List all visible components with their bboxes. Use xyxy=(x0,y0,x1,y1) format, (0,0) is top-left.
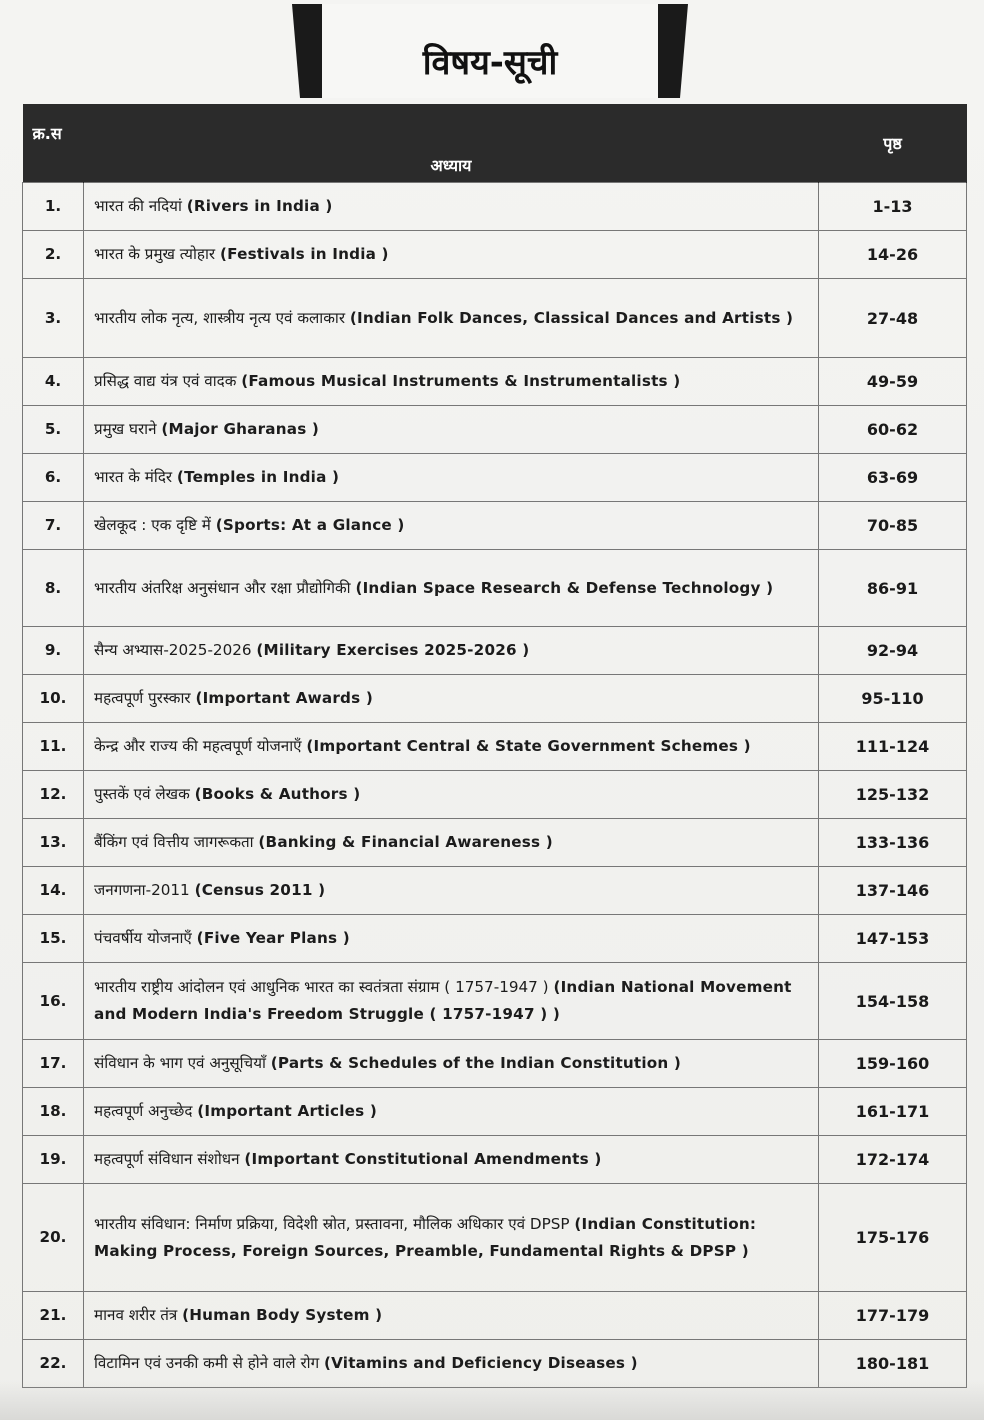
toc-row-number: 11. xyxy=(23,723,84,771)
toc-row-number: 9. xyxy=(23,627,84,675)
toc-row xyxy=(23,867,967,915)
toc-row-pages: 125-132 xyxy=(819,771,967,819)
toc-row xyxy=(23,915,967,963)
chapter-title-hindi: भारत की नदियां xyxy=(94,197,182,215)
toc-row-chapter xyxy=(84,963,819,1040)
page-title: विषय-सूची xyxy=(422,43,558,83)
header-serial-no: क्र.स xyxy=(23,104,84,183)
toc-row-chapter xyxy=(84,454,819,502)
chapter-title-english: (Parts & Schedules of the Indian Constitution ) xyxy=(270,1054,682,1072)
chapter-title-english: (Important Awards ) xyxy=(195,689,373,707)
chapter-title-hindi: खेलकूद : एक दृष्टि में xyxy=(94,516,211,534)
toc-row-pages: 147-153 xyxy=(819,915,967,963)
toc-row-chapter xyxy=(84,550,819,627)
toc-row xyxy=(23,406,967,454)
toc-row-chapter xyxy=(84,502,819,550)
toc-row-chapter xyxy=(84,1136,819,1184)
toc-row-pages: 70-85 xyxy=(819,502,967,550)
chapter-title-english: (Indian Space Research & Defense Technology ) xyxy=(355,578,774,597)
header-page: पृष्ठ xyxy=(819,104,967,183)
chapter-title-english: (Important Central & State Government Schemes ) xyxy=(306,737,751,755)
toc-row-chapter xyxy=(84,183,819,231)
toc-row-pages: 86-91 xyxy=(819,550,967,627)
toc-row-number: 20. xyxy=(23,1184,84,1292)
toc-row-number: 22. xyxy=(23,1340,84,1388)
chapter-title-english: (Banking & Financial Awareness ) xyxy=(258,833,553,851)
chapter-title-english: (Books & Authors ) xyxy=(194,785,361,803)
toc-row-chapter xyxy=(84,867,819,915)
toc-row-number: 5. xyxy=(23,406,84,454)
toc-row-pages: 111-124 xyxy=(819,723,967,771)
toc-row-chapter xyxy=(84,1040,819,1088)
chapter-title-hindi: पंचवर्षीय योजनाएँ xyxy=(94,929,192,947)
toc-row-number: 8. xyxy=(23,550,84,627)
toc-row-chapter xyxy=(84,819,819,867)
chapter-title-hindi: संविधान के भाग एवं अनुसूचियाँ xyxy=(94,1054,266,1072)
toc-row-pages: 27-48 xyxy=(819,279,967,358)
toc-row-chapter xyxy=(84,1292,819,1340)
toc-row-pages: 161-171 xyxy=(819,1088,967,1136)
toc-row-chapter xyxy=(84,1184,819,1292)
chapter-title-hindi: महत्वपूर्ण पुरस्कार xyxy=(94,689,191,707)
title-banner xyxy=(292,0,688,102)
toc-row-number: 19. xyxy=(23,1136,84,1184)
toc-header-row xyxy=(23,104,967,183)
chapter-title-english: (Human Body System ) xyxy=(182,1306,383,1324)
toc-row xyxy=(23,550,967,627)
toc-row xyxy=(23,454,967,502)
toc-row xyxy=(23,1292,967,1340)
chapter-title-english: (Five Year Plans ) xyxy=(196,929,350,947)
toc-row-number: 7. xyxy=(23,502,84,550)
toc-row-number: 18. xyxy=(23,1088,84,1136)
chapter-title-hindi: भारत के प्रमुख त्योहार xyxy=(94,245,216,263)
toc-row xyxy=(23,771,967,819)
toc-row xyxy=(23,358,967,406)
chapter-title-english: (Temples in India ) xyxy=(176,468,340,486)
toc-row-pages: 159-160 xyxy=(819,1040,967,1088)
toc-row xyxy=(23,675,967,723)
toc-row-chapter xyxy=(84,279,819,358)
toc-row-number: 16. xyxy=(23,963,84,1040)
toc-row-number: 10. xyxy=(23,675,84,723)
toc-row xyxy=(23,1184,967,1292)
chapter-title-english: (Major Gharanas ) xyxy=(161,420,320,438)
chapter-title-hindi: भारतीय राष्ट्रीय आंदोलन एवं आधुनिक भारत का स्वतंत्रता संग्राम ( 1757-1947 ) xyxy=(94,978,549,996)
toc-row xyxy=(23,1040,967,1088)
toc-table xyxy=(22,104,967,1388)
chapter-title-hindi: मानव शरीर तंत्र xyxy=(94,1306,178,1324)
toc-row-number: 13. xyxy=(23,819,84,867)
chapter-title-english: (Sports: At a Glance ) xyxy=(215,516,405,534)
toc-row-chapter xyxy=(84,627,819,675)
toc-row-pages: 92-94 xyxy=(819,627,967,675)
toc-row-pages: 175-176 xyxy=(819,1184,967,1292)
toc-row-chapter xyxy=(84,406,819,454)
chapter-title-hindi: महत्वपूर्ण संविधान संशोधन xyxy=(94,1150,240,1168)
toc-row-number: 15. xyxy=(23,915,84,963)
toc-row-number: 21. xyxy=(23,1292,84,1340)
toc-row-number: 12. xyxy=(23,771,84,819)
toc-row-chapter xyxy=(84,723,819,771)
chapter-title-hindi: प्रसिद्ध वाद्य यंत्र एवं वादक xyxy=(94,372,237,390)
toc-row-number: 17. xyxy=(23,1040,84,1088)
toc-row-chapter xyxy=(84,675,819,723)
toc-body xyxy=(23,183,967,1388)
toc-row-pages: 1-13 xyxy=(819,183,967,231)
toc-row-chapter xyxy=(84,231,819,279)
toc-row xyxy=(23,1088,967,1136)
chapter-title-english: (Rivers in India ) xyxy=(186,197,333,215)
toc-row-number: 1. xyxy=(23,183,84,231)
toc-row-number: 14. xyxy=(23,867,84,915)
chapter-title-hindi: महत्वपूर्ण अनुच्छेद xyxy=(94,1102,193,1120)
chapter-title-english: (Indian National Movement and Modern India's Freedom Struggle ( 1757-1947 ) ) xyxy=(94,978,792,1023)
header-chapter: अध्याय xyxy=(84,104,819,183)
chapter-title-english: (Festivals in India ) xyxy=(219,245,389,263)
chapter-title-hindi: जनगणना-2011 xyxy=(94,881,190,899)
toc-row-number: 2. xyxy=(23,231,84,279)
chapter-title-english: (Indian Folk Dances, Classical Dances and Artists ) xyxy=(349,308,794,327)
chapter-title-english: (Census 2011 ) xyxy=(194,881,326,899)
toc-row xyxy=(23,819,967,867)
chapter-title-hindi: भारतीय लोक नृत्य, शास्त्रीय नृत्य एवं कलाकार xyxy=(94,308,346,327)
toc-row-pages: 172-174 xyxy=(819,1136,967,1184)
chapter-title-hindi: बैंकिंग एवं वित्तीय जागरूकता xyxy=(94,833,254,851)
toc-row-pages: 180-181 xyxy=(819,1340,967,1388)
chapter-title-english: (Famous Musical Instruments & Instrumentalists ) xyxy=(241,372,681,390)
toc-row-pages: 14-26 xyxy=(819,231,967,279)
chapter-title-english: (Indian Constitution: Making Process, Foreign Sources, Preamble, Fundamental Rights & DPSP ) xyxy=(94,1214,757,1260)
toc-row-number: 3. xyxy=(23,279,84,358)
toc-row xyxy=(23,231,967,279)
toc-row xyxy=(23,183,967,231)
toc-row-pages: 60-62 xyxy=(819,406,967,454)
toc-row-pages: 133-136 xyxy=(819,819,967,867)
toc-row xyxy=(23,279,967,358)
toc-row-pages: 95-110 xyxy=(819,675,967,723)
toc-row-pages: 49-59 xyxy=(819,358,967,406)
toc-row xyxy=(23,723,967,771)
toc-row-chapter xyxy=(84,1088,819,1136)
table-of-contents xyxy=(22,104,966,1388)
toc-row xyxy=(23,1136,967,1184)
toc-row-pages: 177-179 xyxy=(819,1292,967,1340)
toc-row xyxy=(23,502,967,550)
chapter-title-hindi: केन्द्र और राज्य की महत्वपूर्ण योजनाएँ xyxy=(94,737,302,755)
chapter-title-english: (Military Exercises 2025-2026 ) xyxy=(256,641,530,659)
toc-row xyxy=(23,963,967,1040)
chapter-title-english: (Vitamins and Deficiency Diseases ) xyxy=(323,1354,638,1372)
toc-row-pages: 137-146 xyxy=(819,867,967,915)
chapter-title-hindi: सैन्य अभ्यास-2025-2026 xyxy=(94,641,252,659)
chapter-title-hindi: पुस्तकें एवं लेखक xyxy=(94,785,190,803)
toc-row-number: 4. xyxy=(23,358,84,406)
toc-row-chapter xyxy=(84,771,819,819)
chapter-title-hindi: भारतीय संविधान: निर्माण प्रक्रिया, विदेशी स्रोत, प्रस्तावना, मौलिक अधिकार एवं DPSP xyxy=(94,1214,570,1233)
toc-row xyxy=(23,627,967,675)
chapter-title-hindi: भारतीय अंतरिक्ष अनुसंधान और रक्षा प्रौद्योगिकी xyxy=(94,578,351,597)
toc-row-chapter xyxy=(84,358,819,406)
page-bottom-shadow xyxy=(0,1380,984,1420)
toc-row-number: 6. xyxy=(23,454,84,502)
chapter-title-english: (Important Articles ) xyxy=(197,1102,377,1120)
toc-row-pages: 63-69 xyxy=(819,454,967,502)
toc-row-chapter xyxy=(84,915,819,963)
chapter-title-hindi: प्रमुख घराने xyxy=(94,420,157,438)
chapter-title-hindi: भारत के मंदिर xyxy=(94,468,173,486)
chapter-title-hindi: विटामिन एवं उनकी कमी से होने वाले रोग xyxy=(94,1354,320,1372)
toc-row-pages: 154-158 xyxy=(819,963,967,1040)
chapter-title-english: (Important Constitutional Amendments ) xyxy=(244,1150,602,1168)
